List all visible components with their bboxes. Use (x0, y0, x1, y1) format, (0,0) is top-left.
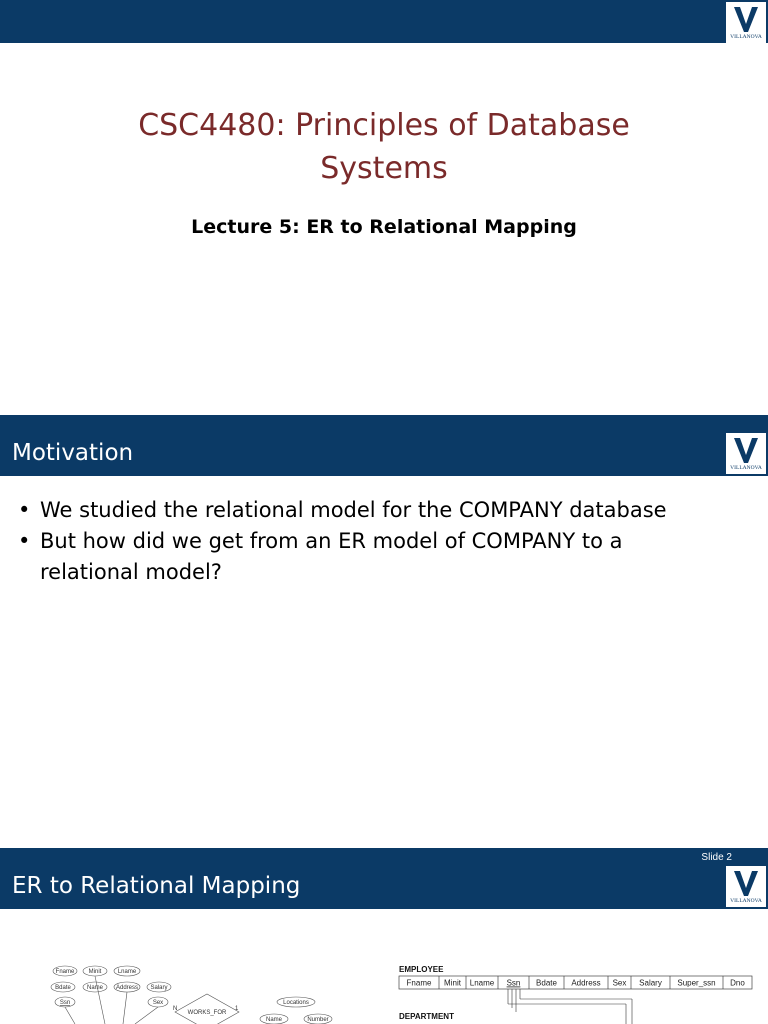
bullet-text: We studied the relational model for the COMPANY database (40, 498, 667, 522)
bullet-item (18, 495, 718, 526)
employee-column: Sex (612, 978, 627, 988)
er-attr-label: Sex (152, 1000, 164, 1006)
er-attr-label: Salary (150, 985, 168, 991)
employee-column: Bdate (536, 978, 557, 988)
villanova-logo (726, 866, 766, 907)
er-attr-label: Name (265, 1017, 283, 1023)
motivation-slide (0, 415, 768, 843)
er-attr-label: Minit (88, 969, 102, 975)
er-attr-label: Number (307, 1017, 329, 1023)
department-table-label: DEPARTMENT (399, 1012, 454, 1021)
villanova-logo (726, 433, 766, 474)
er-cardinality-label: N (173, 1006, 178, 1012)
er-diagram (45, 964, 365, 1024)
lecture-subtitle: Lecture 5: ER to Relational Mapping (191, 216, 577, 238)
villanova-logo (726, 2, 766, 43)
er-attr-label: Fname (55, 969, 75, 975)
bullet-item (18, 526, 718, 588)
employee-column: Super_ssn (677, 978, 716, 988)
villanova-logo-text: VILLANOVA (730, 34, 762, 40)
er-attr-label: Name (86, 985, 104, 991)
villanova-logo-text: VILLANOVA (730, 898, 762, 904)
employee-column: Dno (730, 978, 745, 988)
lecture-title-line-1: CSC4480: Principles of Database (138, 108, 630, 143)
employee-column: Salary (639, 978, 662, 988)
lecture-title-line-2: Systems (320, 151, 448, 186)
employee-table-label: EMPLOYEE (399, 965, 444, 974)
bullet-dot-icon: • (18, 498, 31, 522)
er-attr-label: Lname (117, 969, 137, 975)
er-attr-label: Address (115, 985, 139, 991)
relational-schema (396, 964, 756, 1024)
slide-number: Slide 2 (701, 852, 732, 863)
employee-column: Fname (406, 978, 432, 988)
bullet-text: But how did we get from an ER model of COMPANY to a relational model? (40, 529, 623, 584)
employee-column: Ssn (506, 978, 521, 988)
villanova-logo-text: VILLANOVA (730, 465, 762, 471)
employee-column: Address (571, 978, 601, 988)
er-relationship-label: WORKS_FOR (187, 1010, 227, 1016)
title-slide-header-bar (0, 0, 768, 43)
employee-column: Minit (444, 978, 461, 988)
mapping-slide (0, 848, 768, 1024)
employee-column: Lname (469, 978, 495, 988)
er-attr-label: Bdate (55, 985, 71, 991)
motivation-title: Motivation (12, 440, 134, 466)
motivation-bullet-list (18, 495, 718, 588)
er-cardinality-label: 1 (235, 1006, 239, 1012)
mapping-title: ER to Relational Mapping (12, 873, 301, 899)
title-slide (0, 0, 768, 410)
bullet-dot-icon: • (18, 529, 31, 553)
er-attr-label: Locations (283, 1000, 309, 1006)
er-attr-label: Ssn (59, 1000, 71, 1006)
